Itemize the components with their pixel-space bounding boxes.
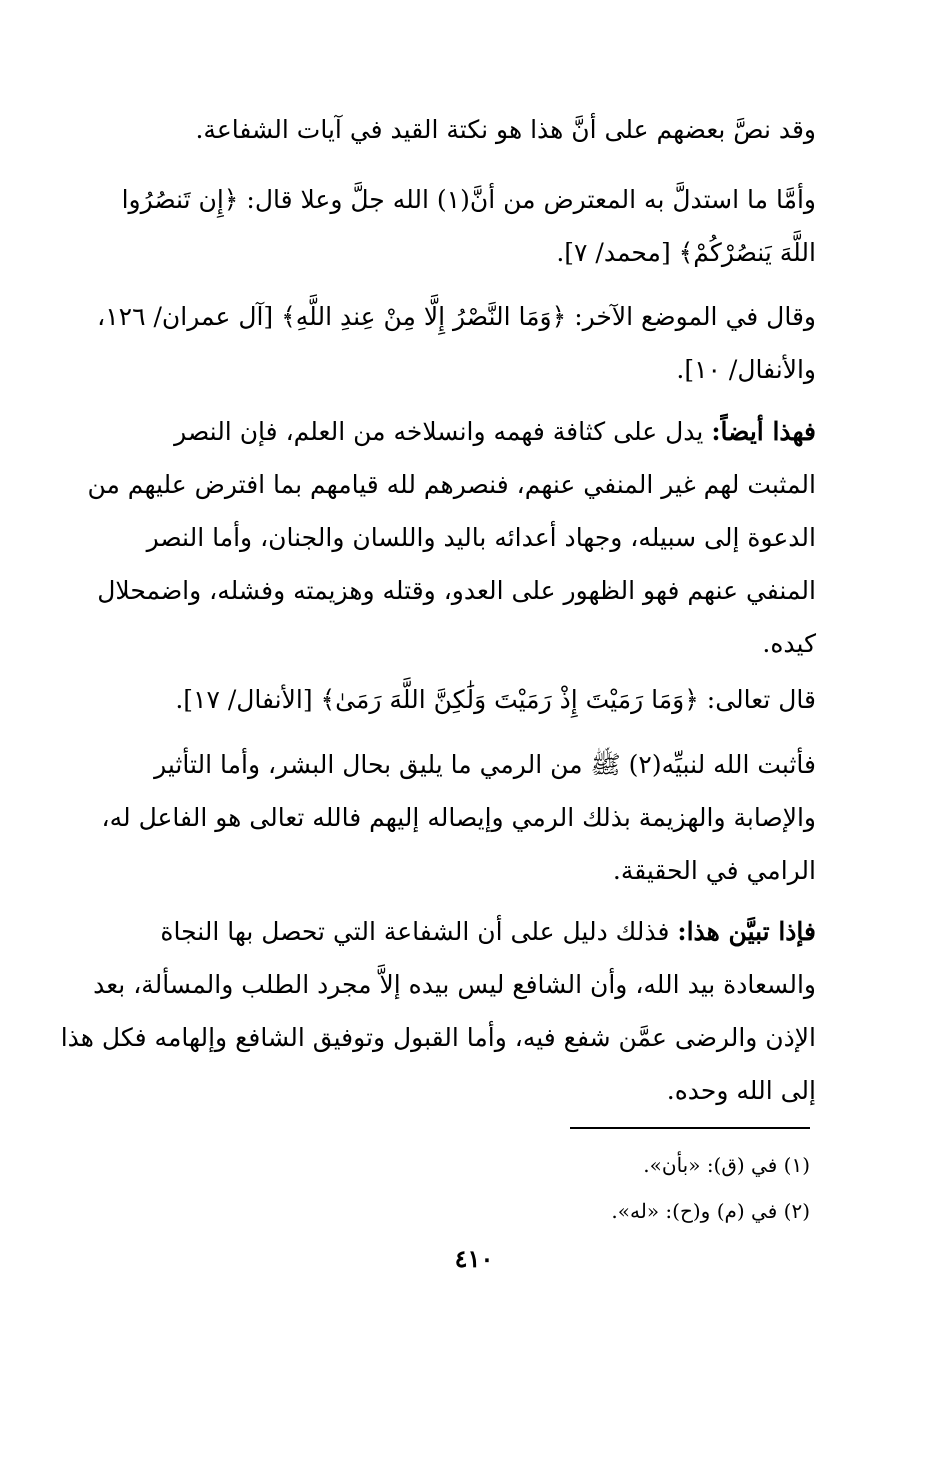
footnote-item: (١) في (ق): «بأن». <box>643 1153 810 1177</box>
paragraph-6 <box>101 738 816 897</box>
paragraph-2 <box>121 173 816 279</box>
text-line <box>136 905 816 958</box>
text-run: يدل على كثافة فهمه وانسلاخه من العلم، فإن النصر <box>174 417 704 446</box>
text-line: اللَّهَ يَنصُرْكُمْ﴾ [محمد/ ٧]. <box>556 238 816 267</box>
text-line: قال تعالى: ﴿وَمَا رَمَيْتَ إِذْ رَمَيْتَ وَلَٰكِنَّ اللَّهَ رَمَىٰ﴾ [الأنفال/ ١٧]. <box>175 685 816 714</box>
page-number: ٤١٠ <box>454 1244 494 1273</box>
text-line: والإصابة والهزيمة بذلك الرمي وإيصاله إليهم فالله تعالى هو الفاعل له، <box>101 803 816 832</box>
text-line: إلى الله وحده. <box>666 1076 816 1105</box>
text-line: الإذن والرضى عمَّن شفع فيه، وأما القبول وتوفيق الشافع وإلهامه فكل هذا <box>60 1023 816 1052</box>
text-line <box>136 405 816 458</box>
text-line: والسعادة بيد الله، وأن الشافع ليس بيده إلاَّ مجرد الطلب والمسألة، بعد <box>93 970 816 999</box>
lead-phrase: فهذا أيضاً: <box>711 417 816 446</box>
text-line: الدعوة إلى سبيله، وجهاد أعدائه باليد واللسان والجنان، وأما النصر <box>146 523 816 552</box>
footnote-divider <box>570 1127 810 1129</box>
text-line: وأمَّا ما استدلَّ به المعترض من أنَّ(١) الله جلَّ وعلا قال: ﴿إِن تَنصُرُوا <box>121 185 816 214</box>
paragraph-4 <box>87 405 816 670</box>
text-line: والأنفال/ ١٠]. <box>676 355 816 384</box>
text-line: المثبت لهم غير المنفي عنهم، فنصرهم لله قيامهم بما افترض عليهم من <box>87 470 816 499</box>
paragraph-5 <box>136 673 816 726</box>
text-line: فأثبت الله لنبيِّه(٢) ﷺ من الرمي ما يليق بحال البشر، وأما التأثير <box>154 750 816 779</box>
paragraph-1 <box>136 103 816 156</box>
footnote-item: (٢) في (م) و(ح): «له». <box>611 1199 810 1223</box>
text-line: وقال في الموضع الآخر: ﴿وَمَا النَّصْرُ إِلَّا مِنْ عِندِ اللَّهِ﴾ [آل عمران/ ١٢٦، <box>97 302 816 331</box>
lead-phrase: فإذا تبيَّن هذا: <box>677 917 816 946</box>
text-line: الرامي في الحقيقة. <box>612 856 816 885</box>
paragraph-3 <box>97 290 816 396</box>
text-line: كيده. <box>762 629 816 658</box>
text-line: وقد نصَّ بعضهم على أنَّ هذا هو نكتة القيد في آيات الشفاعة. <box>195 115 816 144</box>
text-run: فذلك دليل على أن الشفاعة التي تحصل بها النجاة <box>160 917 670 946</box>
paragraph-7 <box>60 905 816 1117</box>
footnotes <box>310 1142 810 1234</box>
text-line: المنفي عنهم فهو الظهور على العدو، وقتله وهزيمته وفشله، واضمحلال <box>97 576 816 605</box>
